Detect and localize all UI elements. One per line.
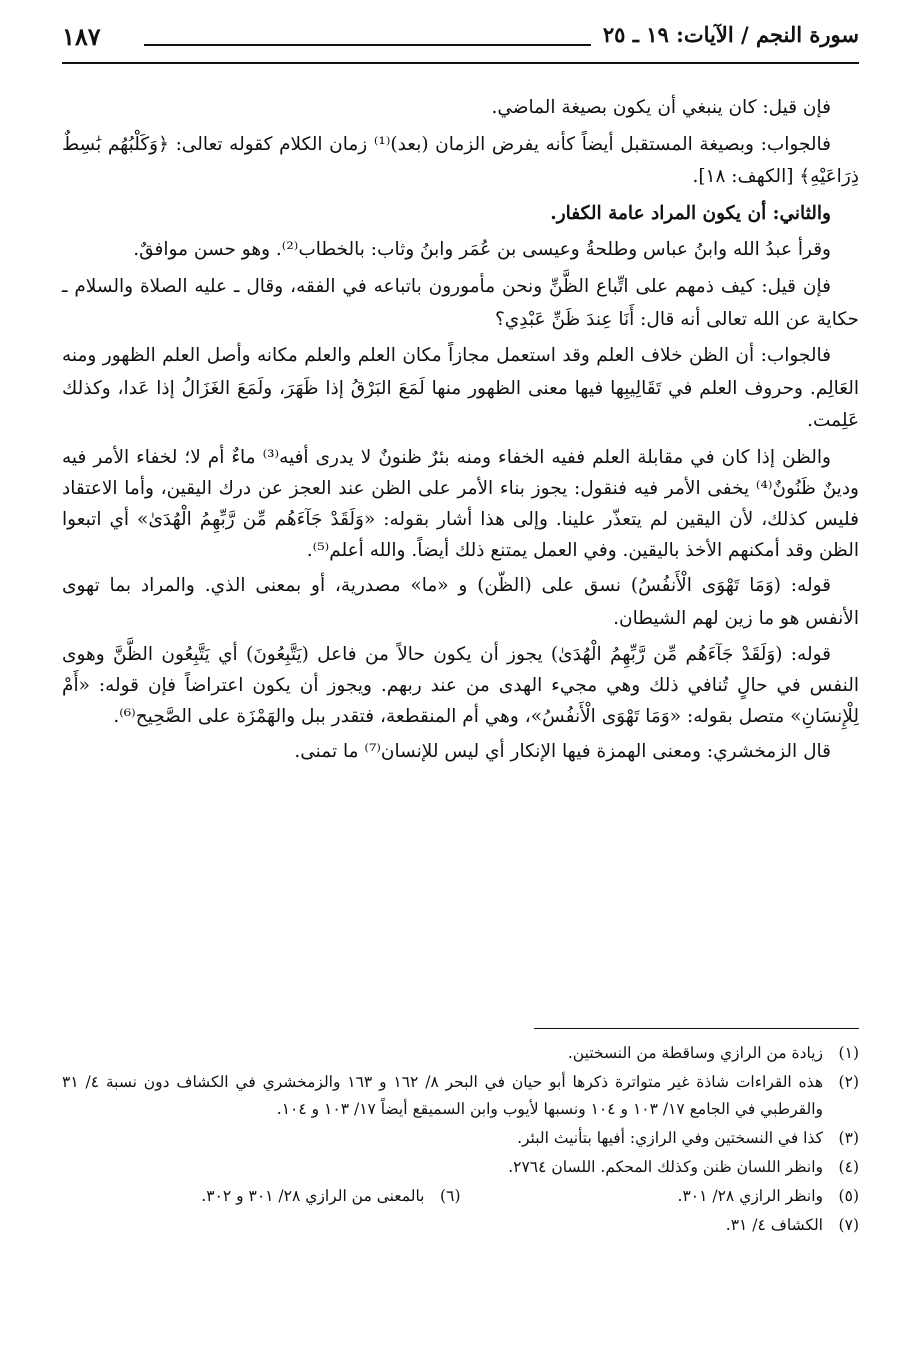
footnote-number: (٢) (838, 1073, 859, 1091)
footnote-number: (٤) (838, 1158, 859, 1176)
paragraph-5: فإن قيل: كيف ذمهم على اتِّباع الظَّنِّ ونحن مأمورون باتباعه في الفقه، وقال ـ عليه الصلاة والسلام ـ حكاية عن الله تعالى أنه قال: أَنَا عِندَ ظَنِّ عَبْدِي؟ (62, 275, 859, 330)
footnote-2 (62, 1069, 859, 1123)
footnote-text: الكشاف ٤/ ٣١. (725, 1216, 823, 1234)
paragraph-3: والثاني: أن يكون المراد عامة الكفار. (550, 202, 831, 224)
footnote-text: زيادة من الرازي وساقطة من النسختين. (567, 1044, 823, 1062)
footnote-text: وانظر الرازي ٢٨/ ٣٠١. (677, 1187, 823, 1205)
paragraph-1: فإن قيل: كان ينبغي أن يكون بصيغة الماضي. (491, 97, 831, 118)
header-rule (144, 44, 591, 46)
footnote-text: وانظر اللسان ظنن وكذلك المحكم. اللسان ٢٧٦٤. (508, 1158, 823, 1176)
page-header (62, 22, 859, 62)
footnote-1 (62, 1040, 859, 1067)
page-number: ١٨٧ (62, 22, 101, 51)
paragraph-7: والظن إذا كان في مقابلة العلم ففيه الخفاء ومنه بئرٌ ظنونٌ لا يدرى أفيه⁽³⁾ ماءٌ أم لا؛ لخفاء الأمر فيه ودينٌ ظَنُونٌ⁽⁴⁾ يخفى الأمر فيه فنقول: يجوز بناء الأمر على الظن عند العجز عن درك اليقين، وأما الاعتقاد فليس كذلك، لأن اليقين لم يتعذّر علينا. وإلى هذا أشار بقوله: «وَلَقَدْ جَآءَهُم مِّن رَّبِّهِمُ الْهُدَىٰ» أي اتبعوا الظن وقد أمكنهم الأخذ باليقين. وفي العمل يمتنع ذلك أيضاً. والله أعلم⁽⁵⁾. (62, 446, 859, 561)
footnote-number: (٦) (440, 1187, 461, 1205)
paragraph-6: فالجواب: أن الظن خلاف العلم وقد استعمل مجازاً مكان العلم والعلم مكانه وأصل العلم الظهور ومنه العَالِم. وحروف العلم في تَقَالِيبِها فيها معنى الظهور منها لَمَعَ البَرْقُ إذا ظَهَرَ، ولَمَعَ الغَزَالُ إذا عَدا، وكذلك عَلِمت. (62, 345, 859, 432)
footnote-text: بالمعنى من الرازي ٢٨/ ٣٠١ و ٣٠٢. (201, 1187, 425, 1205)
footnote-7 (62, 1212, 859, 1239)
footnote-number: (٧) (838, 1216, 859, 1234)
paragraph-10: قال الزمخشري: ومعنى الهمزة فيها الإنكار أي ليس للإنسان⁽⁷⁾ ما تمنى. (294, 741, 831, 763)
main-text (62, 92, 859, 773)
footnote-separator (534, 1028, 859, 1029)
running-title: سورة النجم / الآيات: ١٩ ـ ٢٥ (602, 22, 859, 47)
header-divider (62, 62, 859, 64)
paragraph-8: قوله: (وَمَا تَهْوَى الْأَنفُسُ) نسق على (الظّن) و «ما» مصدرية، أو بمعنى الذي. والمراد بما تهوى الأنفس هو ما زين لهم الشيطان. (62, 574, 859, 629)
paragraph-9: قوله: (وَلَقَدْ جَآءَهُم مِّن رَّبِّهِمُ الْهُدَىٰ) يجوز أن يكون حالاً من فاعل (يَتَّبِعُونَ) أي يَتَّبِعُون الظَّنَّ وهوى النفس في حالٍ تُنافي ذلك وهي مجيء الهدى من عند ربهم. ويجوز أن يكون اعتراضاً فإن قوله: «أَمْ لِلْإِنسَانِ» متصل بقوله: «وَمَا تَهْوَى الْأَنفُسُ»، وهي أم المنقطعة، فتقدر ببل والهَمْزَة على الصَّحِيح⁽⁶⁾. (62, 644, 859, 728)
paragraph-2: فالجواب: وبصيغة المستقبل أيضاً كأنه يفرض الزمان (بعد)⁽¹⁾ زمان الكلام كقوله تعالى: ﴿وَكَلْبُهُم بَٰسِطٌ ذِرَاعَيْهِ﴾ [الكهف: ١٨]. (62, 133, 859, 188)
footnote-5 (461, 1183, 860, 1210)
footnote-row-5-6 (62, 1183, 859, 1210)
footnote-4 (62, 1154, 859, 1181)
footnote-number: (١) (838, 1044, 859, 1062)
footnotes (62, 1040, 859, 1241)
footnote-number: (٥) (838, 1187, 859, 1205)
footnote-text: هذه القراءات شاذة غير متواترة ذكرها أبو حيان في البحر ٨/ ١٦٢ و ١٦٣ والزمخشري في الكشاف دون نسبة ٤/ ٣١ والقرطبي في الجامع ١٧/ ١٠٣ و ١٠٤ ونسبها لأيوب وابن السميقع أيضاً ١٧/ ١٠٣ و ١٠٤. (62, 1073, 823, 1118)
footnote-6 (62, 1183, 461, 1210)
footnote-text: كذا في النسختين وفي الرازي: أفيها بتأنيث البئر. (517, 1129, 823, 1147)
paragraph-4: وقرأ عبدُ الله وابنُ عباس وطلحةُ وعيسى بن عُمَر وابنُ وثاب: بالخطاب⁽²⁾. وهو حسن موافقٌ. (133, 239, 831, 261)
footnote-3 (62, 1125, 859, 1152)
footnote-number: (٣) (838, 1129, 859, 1147)
